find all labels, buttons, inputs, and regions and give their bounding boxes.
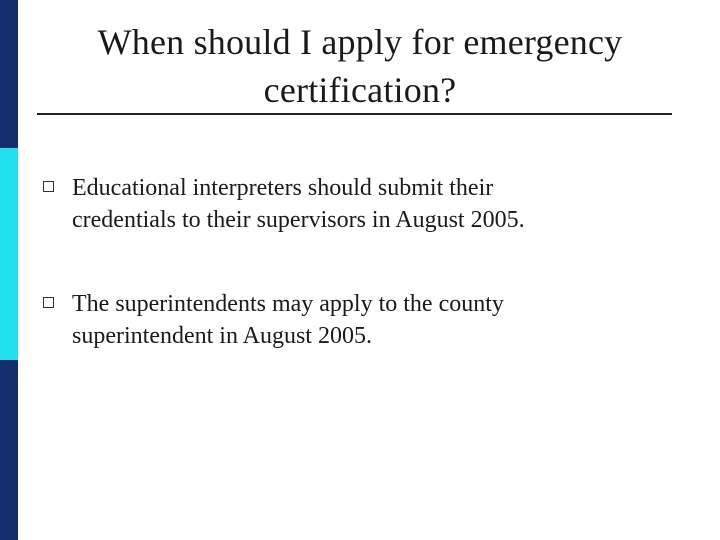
bullet-text-line: credentials to their supervisors in August 2005. xyxy=(72,207,525,233)
bullet-list xyxy=(38,172,678,404)
title-divider xyxy=(37,113,672,115)
hollow-square-bullet-icon xyxy=(43,297,54,308)
bullet-item-superintendents xyxy=(38,288,678,352)
slide-title-line-1: When should I apply for emergency xyxy=(97,22,623,62)
sidebar-segment-middle xyxy=(0,148,18,360)
bullet-text-line: Educational interpreters should submit their xyxy=(72,175,494,201)
slide-title xyxy=(40,18,680,114)
bullet-text-line: The superintendents may apply to the county xyxy=(72,291,504,317)
bullet-text-line: superintendent in August 2005. xyxy=(72,323,372,349)
bullet-item-interpreters xyxy=(38,172,678,236)
sidebar-segment-bottom xyxy=(0,360,18,540)
sidebar-segment-top xyxy=(0,0,18,148)
slide-title-line-2: certification? xyxy=(263,70,457,110)
hollow-square-bullet-icon xyxy=(43,181,54,192)
sidebar-accent-bar xyxy=(0,0,18,540)
